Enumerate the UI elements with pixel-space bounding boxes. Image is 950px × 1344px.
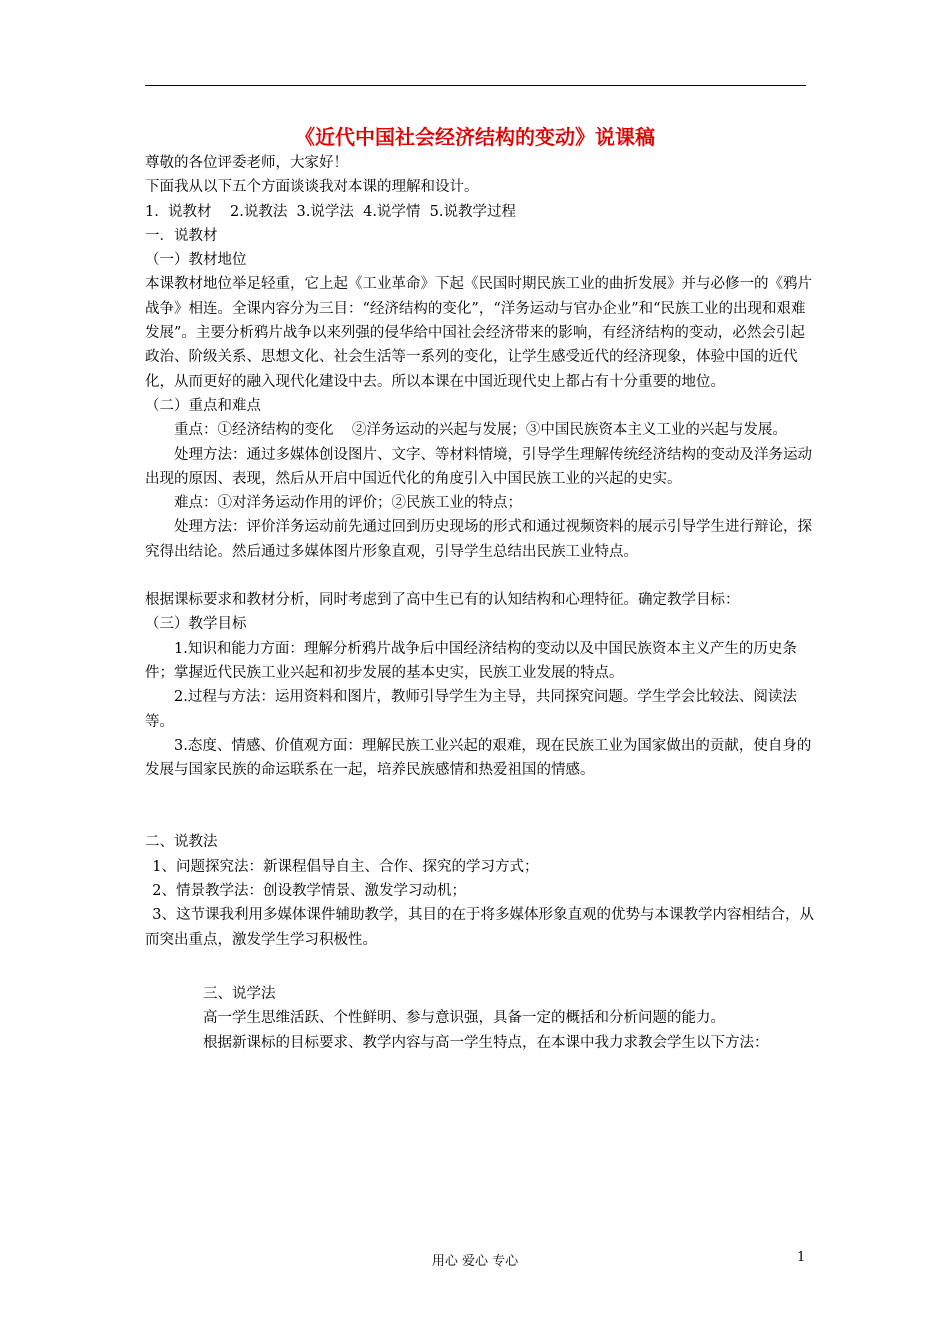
difficult-points: 难点：①对洋务运动作用的评价；②民族工业的特点； [174,495,522,512]
method-2: 2、情景教学法：创设教学情景、激发学习动机； [152,883,466,900]
subsection-1-heading: （一）教材地位 [145,252,247,269]
goal-1: 1.知识和能力方面：理解分析鸦片战争后中国经济结构的变动以及中国民族资本主义产生的历史条件；掌握近代民族工业兴起和初步发展的基本史实，民族工业发展的特点。 [145,640,797,681]
learning-methods-intro: 根据新课标的目标要求、教学内容与高一学生特点，在本课中我力求教会学生以下方法： [203,1034,769,1051]
student-analysis: 高一学生思维活跃、个性鲜明、参与意识强，具备一定的概括和分析问题的能力。 [203,1010,725,1027]
outline: 1. 说教材 2.说教法 3.说学法 4.说学情 5.说教学过程 [145,203,516,220]
footer-motto: 用心 爱心 专心 [431,1254,519,1269]
paragraph-textbook-position: 本课教材地位举足轻重，它上起《工业革命》下起《民国时期民族工业的曲折发展》并与必修一的《鸦片战争》相连。全课内容分为三目：“经济结构的变化”，“洋务运动与官办企业”和“民族工业的出现和艰难发展”。主要分析鸦片战争以来列强的侵华给中国社会经济带来的影响，有经济结构的变动，必然会引起政治、阶级关系、思想文化、社会生活等一系列的变化，让学生感受近代的经济现象，体验中国的近代化，从而更好的融入现代化建设中去。所以本课在中国近现代史上都占有十分重要的地位。 [145,276,812,390]
difficult-points-method: 处理方法：评价洋务运动前先通过回到历史现场的形式和通过视频资料的展示引导学生进行辩论，探究得出结论。然后通过多媒体图片形象直观，引导学生总结出民族工业特点。 [145,519,812,560]
document-body [145,151,815,1055]
greeting: 尊敬的各位评委老师，大家好！ [145,155,348,171]
method-3: 3、这节课我利用多媒体课件辅助教学，其目的在于将多媒体形象直观的优势与本课教学内容相结合，从而突出重点，激发学生学习积极性。 [145,907,814,948]
section-2-heading: 二、说教法 [145,834,218,851]
intro: 下面我从以下五个方面谈谈我对本课的理解和设计。 [145,179,479,196]
subsection-2-heading: （二）重点和难点 [145,397,261,414]
header-rule [145,85,806,86]
key-points: 重点：①经济结构的变化 ②洋务运动的兴起与发展；③中国民族资本主义工业的兴起与发展。 [174,422,787,439]
goal-3: 3.态度、情感、价值观方面：理解民族工业兴起的艰难，现在民族工业为国家做出的贡献，使自身的发展与国家民族的命运联系在一起，培养民族感情和热爱祖国的情感。 [145,737,812,779]
section-3 [145,982,815,1055]
page-title: 《近代中国社会经济结构的变动》说课稿 [295,125,655,149]
page-number: 1 [797,1250,806,1265]
key-points-method: 处理方法：通过多媒体创设图片、文字、等材料情境，引导学生理解传统经济结构的变动及洋务运动出现的原因、表现，然后从开启中国近代化的角度引入中国民族工业的兴起的史实。 [145,446,812,487]
goal-basis: 根据课标要求和教材分析，同时考虑到了高中生已有的认知结构和心理特征。确定教学目标： [145,592,740,609]
goal-2: 2.过程与方法：运用资料和图片，教师引导学生为主导，共同探究问题。学生学会比较法、阅读法等。 [145,689,797,730]
section-1-heading: 一．说教材 [145,227,218,244]
section-3-heading: 三、说学法 [203,985,276,1002]
subsection-3-heading: （三）教学目标 [145,616,247,633]
method-1: 1、问题探究法：新课程倡导自主、合作、探究的学习方式； [152,858,539,875]
